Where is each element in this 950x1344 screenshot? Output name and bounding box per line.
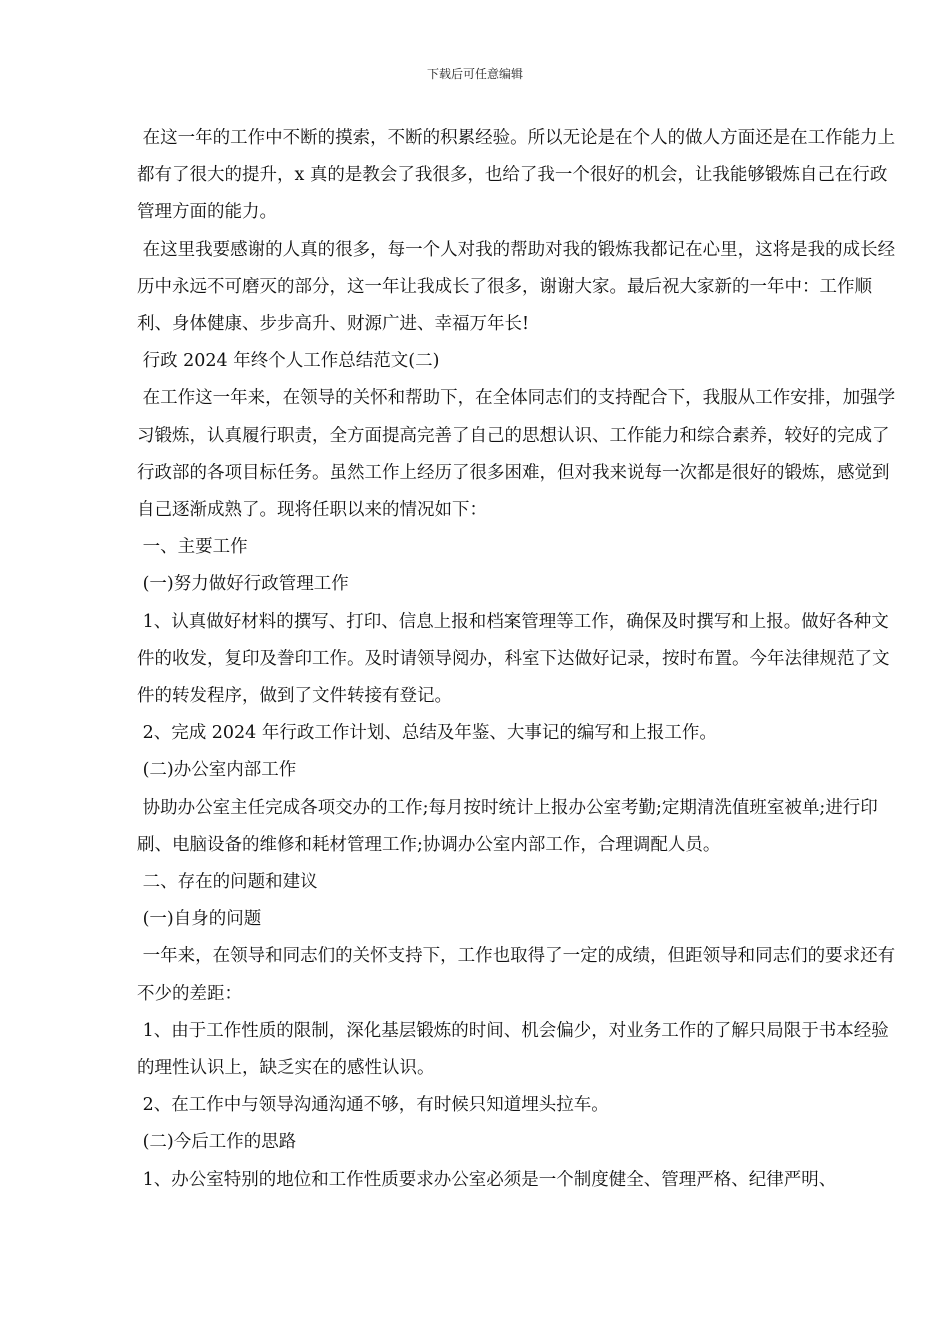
paragraph: 一年来，在领导和同志们的关怀支持下，工作也取得了一定的成绩，但距领导和同志们的要求还有不少的差距： (137, 946, 896, 1004)
page-header: 下载后可任意编辑 (426, 67, 523, 81)
list-item: 2、在工作中与领导沟通沟通不够，有时候只知道埋头拉车。 (137, 1095, 609, 1116)
list-item: 1、由于工作性质的限制，深化基层锻炼的时间、机会偏少，对业务工作的了解只局限于书本经验的理性认识上，缺乏实在的感性认识。 (137, 1020, 889, 1079)
paragraph: 在这里我要感谢的人真的很多，每一个人对我的帮助对我的锻炼我都记在心里，这将是我的成长经历中永远不可磨灭的部分，这一年让我成长了很多，谢谢大家。最后祝大家新的一年中：工作顺利、身体健康、步步高升、财源广进、幸福万年长! (137, 239, 896, 335)
paragraph: 协助办公室主任完成各项交办的工作;每月按时统计上报办公室考勤;定期清洗值班室被单;进行印刷、电脑设备的维修和耗材管理工作;协调办公室内部工作，合理调配人员。 (137, 797, 878, 855)
subheading: (二)今后工作的思路 (137, 1132, 297, 1153)
list-item: 1、办公室特别的地位和工作性质要求办公室必须是一个制度健全、管理严格、纪律严明、 (137, 1169, 837, 1190)
list-item: 2、完成 2024 年行政工作计划、总结及年鉴、大事记的编写和上报工作。 (137, 723, 717, 744)
document-body (137, 120, 897, 1199)
subheading: (一)努力做好行政管理工作 (137, 574, 349, 595)
heading-problems: 二、存在的问题和建议 (137, 872, 318, 893)
section-title: 行政 2024 年终个人工作总结范文(二) (137, 351, 440, 372)
paragraph: 在工作这一年来，在领导的关怀和帮助下，在全体同志们的支持配合下，我服从工作安排，加强学习锻炼，认真履行职责，全方面提高完善了自己的思想认识、工作能力和综合素养，较好的完成了行政部的各项目标任务。虽然工作上经历了很多困难，但对我来说每一次都是很好的锻炼，感觉到自己逐渐成熟了。现将任职以来的情况如下： (137, 388, 896, 521)
subheading: (二)办公室内部工作 (137, 760, 297, 781)
heading-main-work: 一、主要工作 (137, 537, 248, 558)
paragraph: 在这一年的工作中不断的摸索，不断的积累经验。所以无论是在个人的做人方面还是在工作能力上都有了很大的提升，x 真的是教会了我很多，也给了我一个很好的机会，让我能够锻炼自己在行政管理方面的能力。 (137, 128, 896, 223)
list-item: 1、认真做好材料的撰写、打印、信息上报和档案管理等工作，确保及时撰写和上报。做好各种文件的收发，复印及誊印工作。及时请领导阅办，科室下达做好记录，按时布置。今年法律规范了文件的转发程序，做到了文件转接有登记。 (137, 611, 890, 707)
subheading: (一)自身的问题 (137, 909, 262, 930)
